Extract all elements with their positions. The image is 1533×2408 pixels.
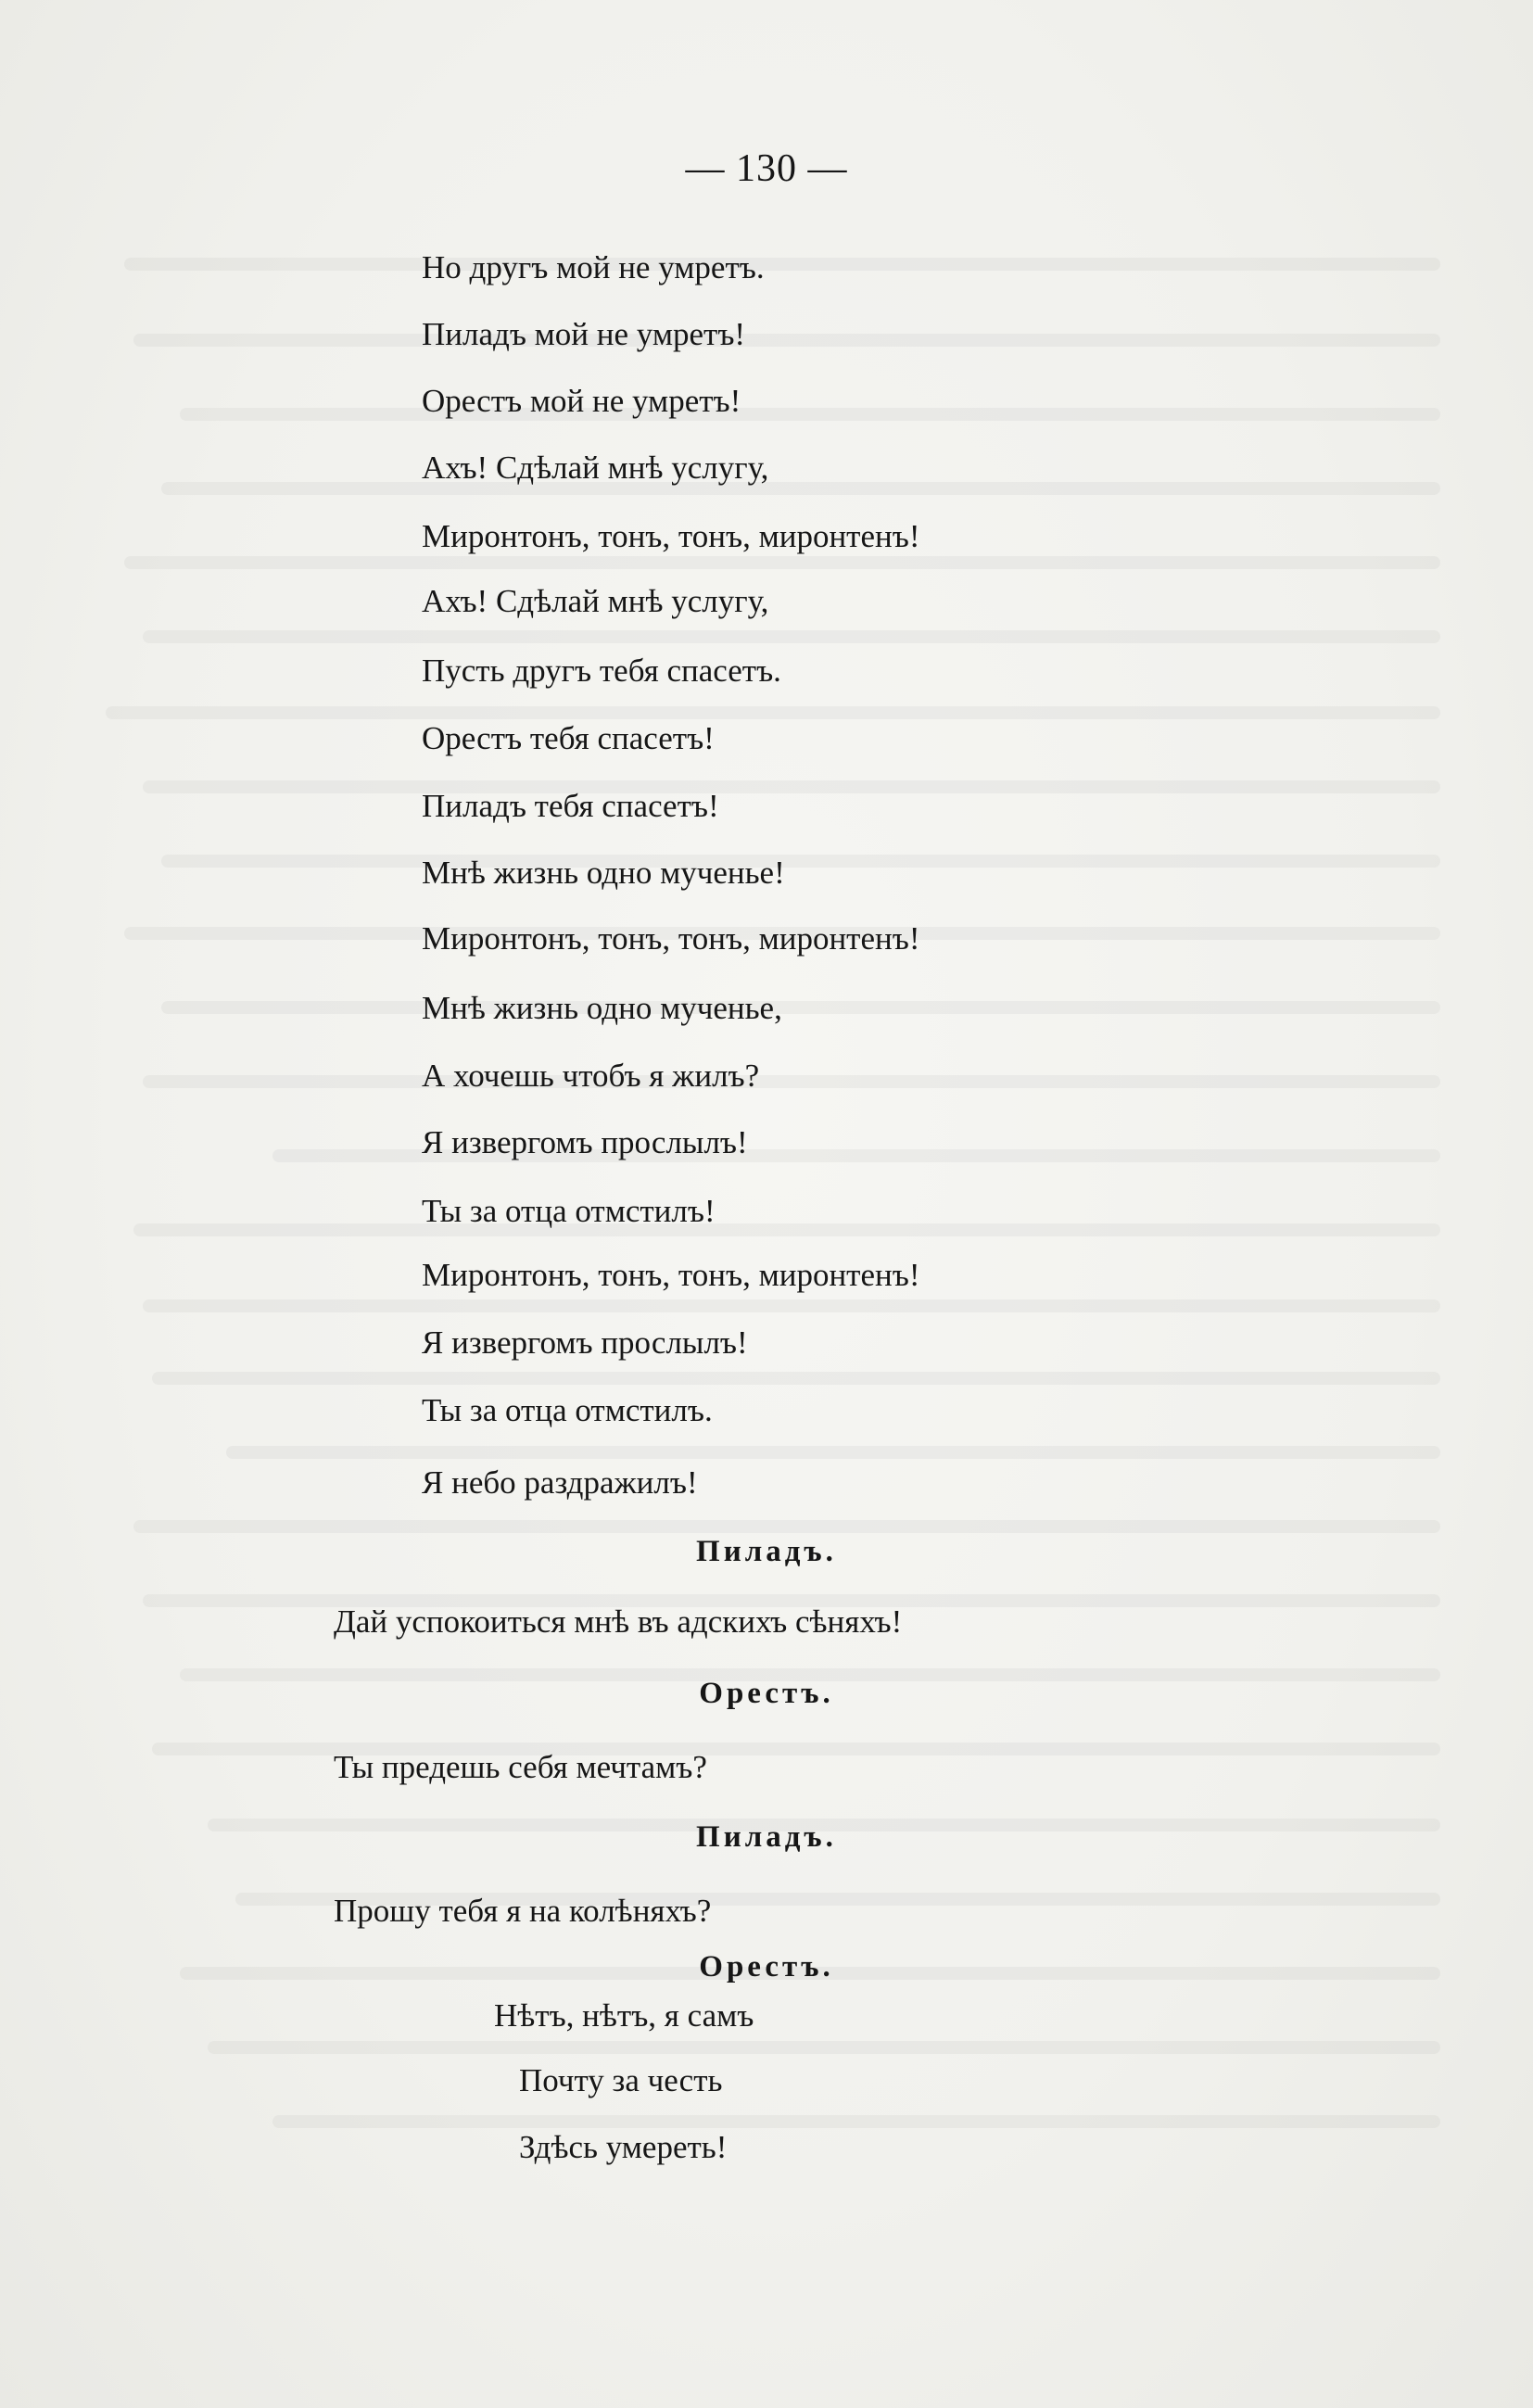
dialogue-line: Почту за честь — [519, 2062, 723, 2098]
verse-line: Ахъ! Сдѣлай мнѣ услугу, — [422, 450, 769, 486]
dialogue-line: Нѣтъ, нѣтъ, я самъ — [494, 1997, 754, 2034]
dialogue-line: Ты предешь себя мечтамъ? — [334, 1749, 707, 1785]
speaker-label: Пиладъ. — [696, 1820, 837, 1854]
verse-line: Ты за отца отмстилъ! — [422, 1193, 716, 1229]
dialogue-line: Дай успокоиться мнѣ въ адскихъ сѣняхъ! — [334, 1603, 903, 1640]
dialogue-line: Прошу тебя я на колѣняхъ? — [334, 1893, 712, 1929]
speaker-label: Пиладъ. — [696, 1535, 837, 1568]
verse-line: Орестъ мой не умретъ! — [422, 383, 741, 419]
verse-line: Миронтонъ, тонъ, тонъ, миронтенъ! — [422, 920, 920, 957]
verse-line: Мнѣ жизнь одно мученье! — [422, 855, 785, 891]
verse-line: Но другъ мой не умретъ. — [422, 249, 765, 285]
verse-line: Миронтонъ, тонъ, тонъ, миронтенъ! — [422, 518, 920, 554]
verse-line: Пиладъ мой не умретъ! — [422, 316, 746, 352]
verse-line: Пиладъ тебя спасетъ! — [422, 788, 719, 824]
speaker-label: Орестъ. — [699, 1950, 834, 1983]
speaker-label: Орестъ. — [699, 1677, 834, 1710]
verse-line: Ты за отца отмстилъ. — [422, 1392, 713, 1428]
verse-line: А хочешь чтобъ я жилъ? — [422, 1058, 760, 1094]
verse-line: Я извергомъ прослылъ! — [422, 1324, 748, 1361]
verse-line: Орестъ тебя спасетъ! — [422, 720, 715, 756]
verse-line: Я извергомъ прослылъ! — [422, 1124, 748, 1160]
dialogue-line: Здѣсь умереть! — [519, 2129, 728, 2165]
verse-line: Ахъ! Сдѣлай мнѣ услугу, — [422, 583, 769, 619]
verse-line: Мнѣ жизнь одно мученье, — [422, 990, 782, 1026]
verse-line: Миронтонъ, тонъ, тонъ, миронтенъ! — [422, 1257, 920, 1293]
page-number: — 130 — — [685, 147, 848, 190]
verse-line: Я небо раздражилъ! — [422, 1464, 698, 1501]
verse-line: Пусть другъ тебя спасетъ. — [422, 653, 781, 689]
